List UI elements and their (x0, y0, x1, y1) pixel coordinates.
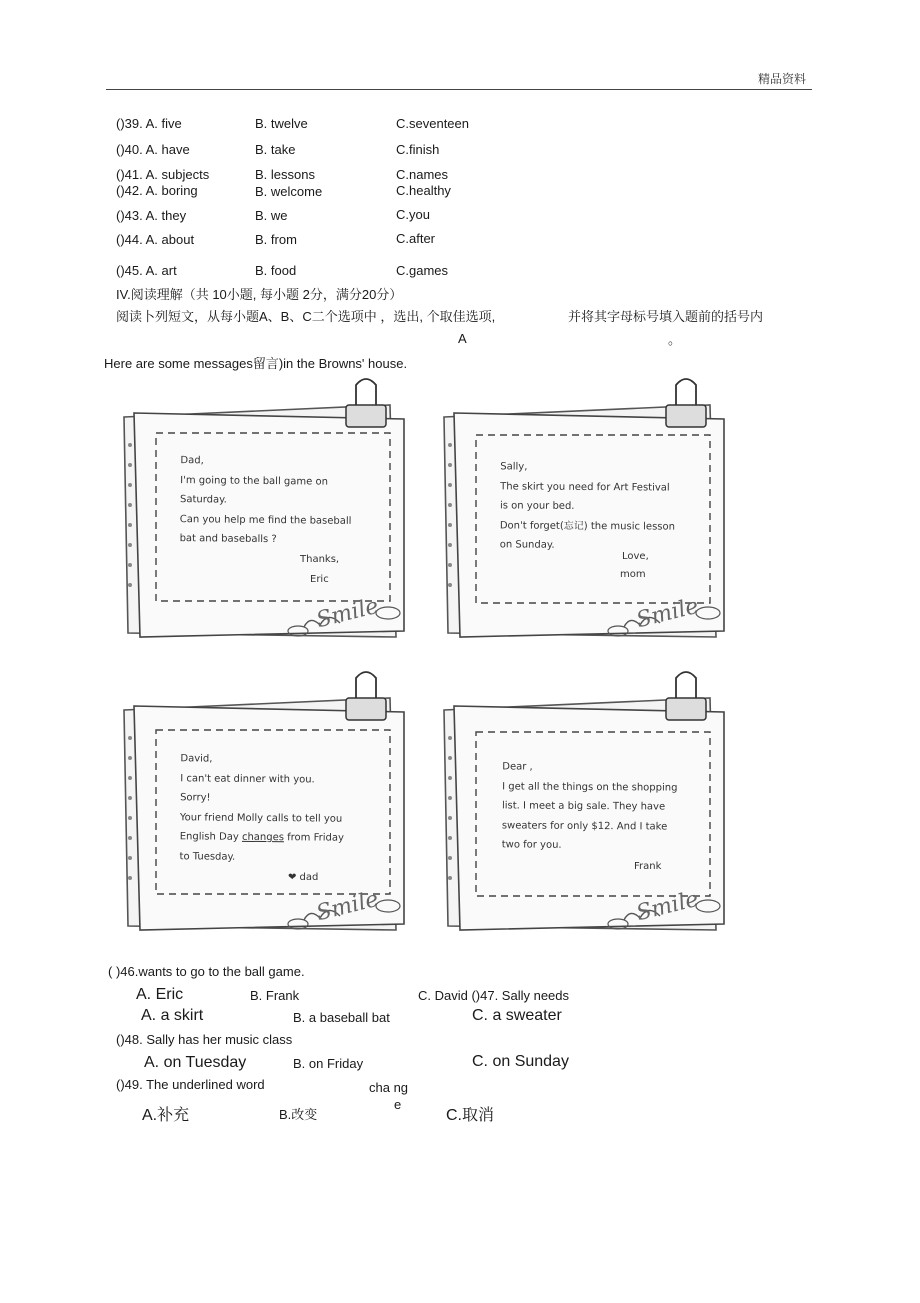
smile-stamp: Smile (633, 593, 702, 634)
note-line: I'm going to the ball game on (180, 474, 329, 488)
note-line: Your friend Molly calls to tell you (179, 811, 343, 825)
q47-option-a: A. a skirt (141, 1007, 204, 1024)
note-line: I can't eat dinner with you. (180, 772, 315, 785)
q49-word-part1: cha ng (369, 1080, 409, 1095)
cloze-q44: ()44. A. about (116, 232, 195, 247)
note-line: Sorry! (180, 792, 211, 804)
section-instruction-right: 并将其字母标号填入题前的括号内 (568, 309, 764, 324)
message-note-frank (440, 668, 730, 927)
q46-option-b: B. Frank (250, 988, 300, 1003)
note-sign-1: Thanks, (300, 554, 340, 565)
smile-stamp: Smile (313, 593, 382, 634)
note-line: I get all the things on the shopping (502, 780, 678, 794)
note-sign-2: mom (620, 569, 646, 580)
q49-option-a: A.补充 (142, 1107, 190, 1124)
note-line: on Sunday. (499, 539, 555, 551)
note-line: list. I meet a big sale. They have (501, 800, 666, 813)
cloze-q45-b: B. food (255, 263, 297, 278)
message-note-dad (120, 668, 410, 927)
cloze-q39-c: C.seventeen (396, 116, 469, 131)
q48-option-a: A. on Tuesday (144, 1054, 247, 1071)
cloze-q41: ()41. A. subjects (116, 167, 210, 182)
note-line: Can you help me find the baseball (179, 513, 352, 527)
note-line: Dear , (502, 761, 533, 773)
q46-option-a: A. Eric (136, 986, 184, 1003)
cloze-q45: ()45. A. art (116, 263, 177, 278)
header-divider (106, 89, 812, 90)
section-title: IV.阅读理解（共 10小题, 每小题 2分，满分20分） (116, 287, 403, 302)
cloze-q42-b: B. welcome (255, 184, 323, 199)
page-header-label: 精品资料 (758, 72, 807, 86)
question-49: ()49. The underlined word (116, 1077, 265, 1092)
cloze-q41-c: C.names (396, 167, 449, 182)
question-48: ()48. Sally has her music class (116, 1032, 293, 1047)
cloze-q45-c: C.games (396, 263, 449, 278)
question-46: ( )46.wants to go to the ball game. (108, 964, 305, 979)
note-line (180, 827, 344, 848)
note-line: Saturday. (179, 494, 227, 506)
note-sign-1: Love, (622, 551, 649, 562)
smile-stamp: Smile (313, 886, 382, 927)
q48-option-b: B. on Friday (293, 1056, 364, 1071)
instruction-period: 。 (668, 332, 682, 347)
q48-option-c: C. on Sunday (472, 1053, 569, 1070)
message-note-mom (440, 375, 730, 634)
cloze-q44-c: C.after (396, 231, 436, 246)
passage-intro: Here are some messages留言)in the Browns' house. (104, 356, 408, 371)
cloze-q40-b: B. take (255, 142, 296, 157)
underlined-word-changes: changes (241, 831, 285, 844)
section-instruction-left: 阅读卜列短文，从每小题A、B、C二个选项中 ，选出, 个取佳选项, (116, 309, 496, 324)
note-line: is on your bed. (499, 500, 575, 512)
cloze-q41-b: B. lessons (255, 167, 315, 182)
q46-option-c: C. David ()47. Sally needs (418, 988, 570, 1003)
note-line: Dad, (180, 455, 204, 467)
cloze-q43-c: C.you (396, 207, 430, 222)
cloze-q39: ()39. A. five (116, 116, 182, 131)
smile-stamp: Smile (633, 886, 702, 927)
cloze-q39-b: B. twelve (255, 116, 308, 131)
note-line: The skirt you need for Art Festival (500, 480, 670, 494)
note-line: to Tuesday. (179, 850, 236, 863)
q49-word-part2: e (394, 1097, 402, 1112)
cloze-q43: ()43. A. they (116, 208, 187, 223)
message-note-eric (120, 375, 410, 634)
cloze-q42-c: C.healthy (396, 183, 451, 198)
note-line: bat and baseballs ? (179, 533, 277, 546)
cloze-q44-b: B. from (255, 232, 297, 247)
q49-option-b: B.改变 (279, 1107, 318, 1122)
cloze-q43-b: B. we (255, 208, 288, 223)
note-line: Sally, (500, 461, 528, 473)
note-sign-2: Eric (310, 574, 329, 585)
note-line: sweaters for only $12. And I take (501, 819, 668, 833)
q49-option-c: C.取消 (446, 1107, 495, 1124)
note-text: English Day (179, 831, 243, 843)
note-text: from Friday (283, 832, 344, 844)
note-line: two for you. (501, 839, 562, 851)
note-sign-1: Frank (634, 861, 662, 872)
q47-option-b: B. a baseball bat (293, 1010, 390, 1025)
cloze-q42: ()42. A. boring (116, 183, 198, 198)
note-line: David, (180, 753, 213, 765)
note-line: Don't forget(忘记) the music lesson (499, 519, 676, 533)
cloze-q40: ()40. A. have (116, 142, 190, 157)
cloze-q40-c: C.finish (396, 142, 440, 157)
note-sign-1: ❤ dad (288, 872, 319, 883)
passage-letter: A (458, 331, 467, 346)
q47-option-c: C. a sweater (472, 1007, 562, 1024)
